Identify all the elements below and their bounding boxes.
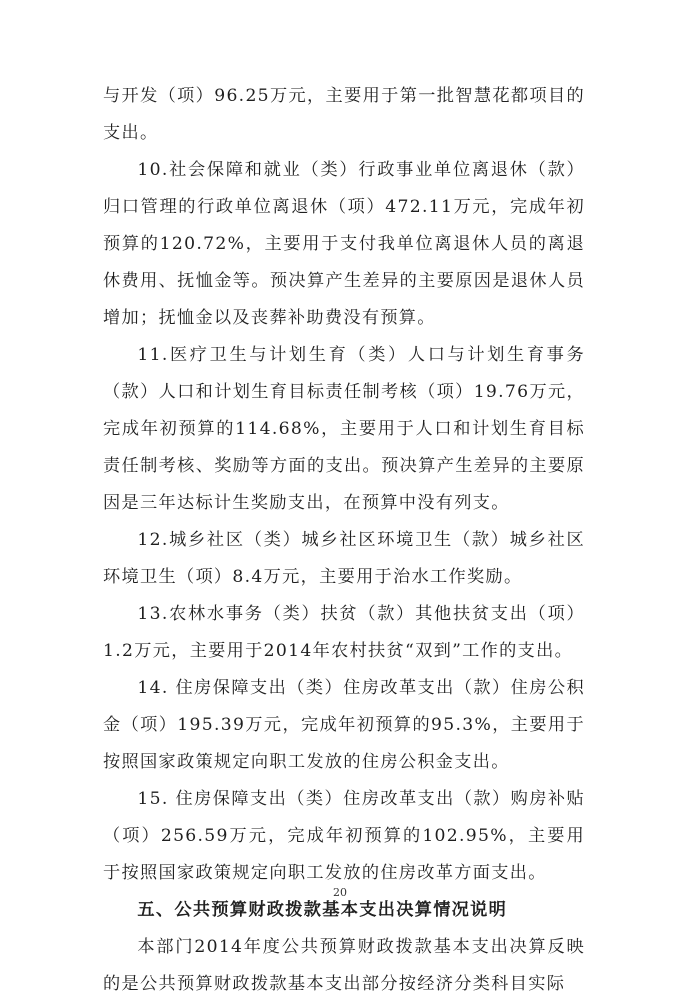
page-number: 20 — [333, 886, 347, 899]
paragraph-item-10: 10.社会保障和就业（类）行政事业单位离退休（款）归口管理的行政单位离退休（项）472.11万元，完成年初预算的120.72%，主要用于支付我单位离退休人员的离退休费用、抚恤金等。预决算产生差异的主要原因是退休人员增加；抚恤金以及丧葬补助费没有预算。 — [103, 160, 585, 328]
paragraph-item-13: 13.农林水事务（类）扶贫（款）其他扶贫支出（项）1.2万元，主要用于2014年农村扶贫“双到”工作的支出。 — [103, 604, 585, 661]
paragraph-item-15: 15. 住房保障支出（类）住房改革支出（款）购房补贴（项）256.59万元，完成年初预算的102.95%，主要用于按照国家政策规定向职工发放的住房改革方面支出。 — [103, 789, 585, 883]
paragraph-section-intro: 本部门2014年度公共预算财政拨款基本支出决算反映的是公共预算财政拨款基本支出部分按经济分类科目实际 — [103, 937, 585, 994]
paragraph-item-11: 11.医疗卫生与计划生育（类）人口与计划生育事务（款）人口和计划生育目标责任制考核（项）19.76万元，完成年初预算的114.68%，主要用于人口和计划生育目标责任制考核、奖励等方面的支出。预决算产生差异的主要原因是三年达标计生奖励支出，在预算中没有列支。 — [103, 345, 585, 513]
page-body — [103, 78, 585, 1003]
paragraph-item-14: 14. 住房保障支出（类）住房改革支出（款）住房公积金（项）195.39万元，完成年初预算的95.3%，主要用于按照国家政策规定向职工发放的住房公积金支出。 — [103, 678, 585, 772]
paragraph-item-12: 12.城乡社区（类）城乡社区环境卫生（款）城乡社区环境卫生（项）8.4万元，主要用于治水工作奖励。 — [103, 530, 585, 587]
section-heading: 五、公共预算财政拨款基本支出决算情况说明 — [137, 900, 508, 920]
paragraph-continued: 与开发（项）96.25万元，主要用于第一批智慧花都项目的支出。 — [103, 86, 585, 143]
